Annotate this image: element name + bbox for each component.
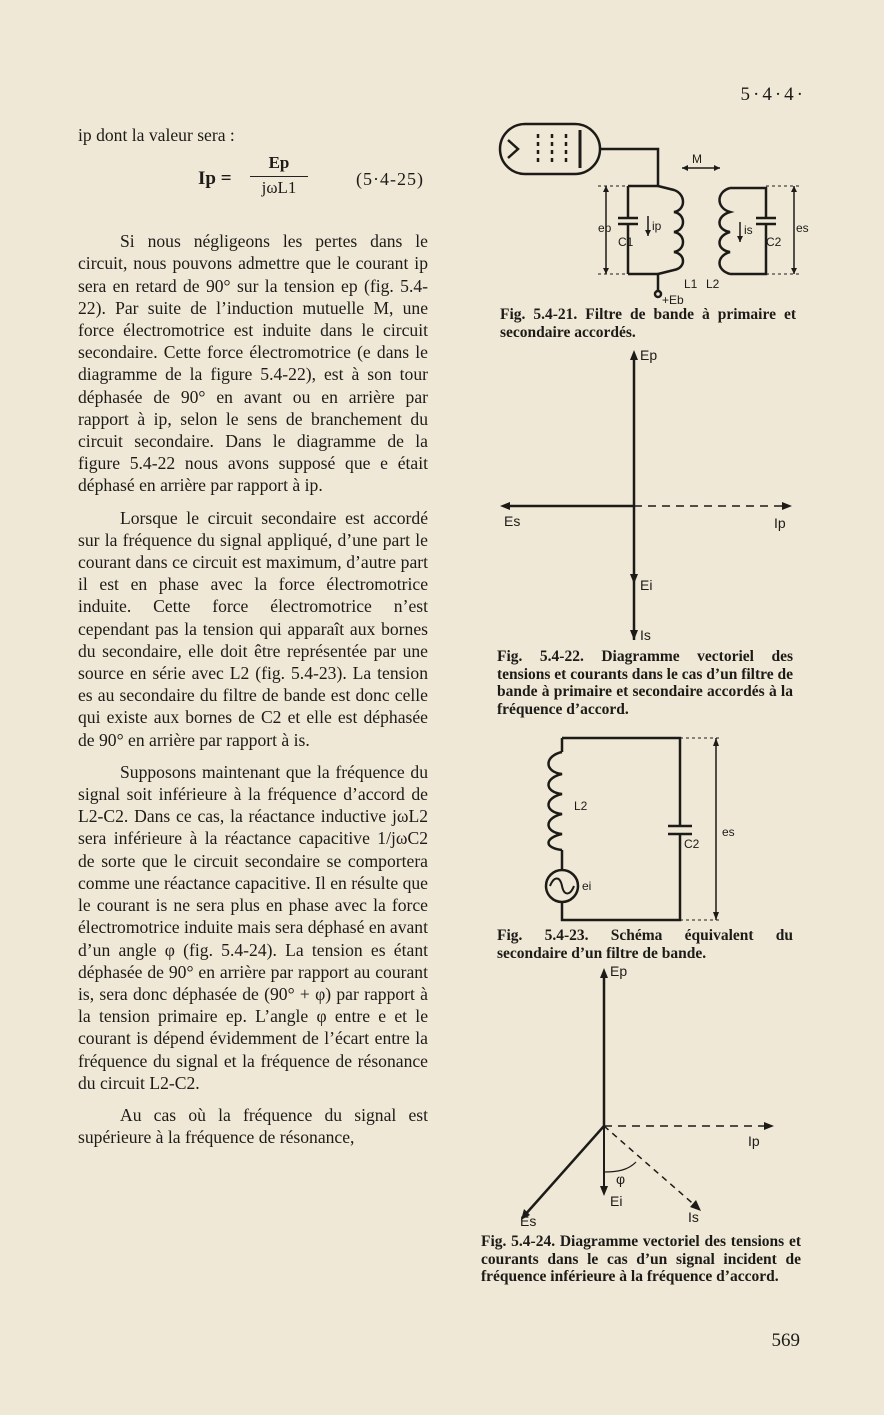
label-Ep: Ep [640, 347, 658, 363]
formula-number: (5·4-25) [356, 169, 424, 190]
formula-numerator: Ep [250, 152, 308, 177]
vector-ep-arrow [600, 968, 608, 978]
paragraph-4: Au cas où la fréquence du signal est supérieure à la fréquence de résonance, [78, 1104, 428, 1148]
vector-diagram-24 [494, 960, 804, 1230]
vacuum-tube-icon [500, 124, 600, 174]
label-l1: L1 [684, 277, 698, 291]
caption-fig-5-4-23: Fig. 5.4-23. Schéma équivalent du secondaire d’un filtre de bande. [497, 927, 793, 962]
label-ei: ei [582, 879, 592, 893]
caption-fig-5-4-24: Fig. 5.4-24. Diagramme vectoriel des tensions et courants dans le cas d’un signal incident de fréquence inférieure à la fréquence d’accord. [481, 1233, 801, 1285]
label-eb: +Eb [662, 293, 684, 307]
paragraph-1: Si nous négligeons les pertes dans le circuit, nous pouvons admettre que le courant ip sera en retard de 90° sur la tension ep (fig. 5.4-22). Par suite de l’induction mutuelle M, une force électromotrice est induite dans le circuit secondaire. Cette force électromotrice (e dans le diagramme de la figure 5.4-22), est à son tour déphasée de 90° en avant ou en arrière par rapport à ip, selon le sens de branchement du circuit secondaire. Dans le diagramme de la figure 5.4-22 nous avons supposé que e était déphasé en arrière par rapport à ip. [78, 231, 428, 496]
vector-es-arrow [500, 502, 510, 510]
label-ip: ip [652, 219, 662, 233]
paragraph-3: Supposons maintenant que la fréquence du signal soit inférieure à la fréquence d’accord de L2-C2. Dans ce cas, la réactance inductive jωL2 sera inférieure à la réactance capacitive 1/jωC2 de sorte que le circuit secondaire se comportera comme une réactance capacitive. Il en résulte que le courant is ne sera plus en phase avec la force électromotrice induite mais sera déphasé en avant d’un angle φ (fig. 5.4-24). La tension es étant déphasée de 90° en arrière par rapport au courant is, sera donc déphasée de (90° + φ) par rapport à la tension primaire ep. L’angle φ entre e et le courant is dépend évidemment de l’écart entre la fréquence du signal et la fréquence de résonance du circuit L2-C2. [78, 761, 428, 1093]
paragraph-2: Lorsque le circuit secondaire est accordé sur la fréquence du signal appliqué, d’une part le courant dans ce circuit est maximum, d’autre part il est en phase avec la force électromotrice induite. Cette force électromotrice n’est cependant pas la tension qui apparaît aux bornes du secondaire, elle doit être représentée par une source en série avec L2 (fig. 5.4-23). La tension es au secondaire du filtre de bande est donc celle qui existe aux bornes de C2 et elle est déphasée de 90° en arrière par rapport à is. [78, 507, 428, 750]
vector-ep-arrow [630, 350, 638, 360]
vector-ip-arrow [764, 1122, 774, 1130]
label-L2: L2 [574, 799, 588, 813]
label-Is: Is [688, 1209, 699, 1225]
formula-5-4-25 [78, 150, 428, 220]
coil-l1-icon [658, 186, 683, 274]
formula-fraction [250, 152, 308, 199]
formula-lhs: Ip = [198, 168, 232, 190]
vector-is-arrow [630, 630, 638, 640]
section-number: 5·4·4· [740, 84, 806, 105]
filter-circuit-diagram [494, 118, 814, 308]
label-es: es [796, 221, 809, 235]
label-Ip: Ip [748, 1133, 760, 1149]
label-phi: φ [616, 1171, 626, 1187]
figure-5-4-22 [494, 340, 804, 643]
label-Es: Es [504, 513, 521, 529]
vector-ip-arrow [782, 502, 792, 510]
label-is: is [744, 223, 753, 237]
label-es: es [722, 825, 735, 839]
label-Es: Es [520, 1213, 537, 1229]
vector-ei-arrow [600, 1186, 608, 1196]
coil-l2-icon [549, 752, 563, 850]
label-Is: Is [640, 627, 651, 643]
body-text-column [78, 124, 428, 1148]
equivalent-circuit-diagram [530, 730, 810, 930]
label-mutual-inductance: M [692, 152, 702, 166]
label-C2: C2 [684, 837, 700, 851]
vector-diagram-22 [494, 340, 804, 643]
label-Ip: Ip [774, 515, 786, 531]
figure-5-4-21 [494, 118, 814, 308]
coil-l2-icon [720, 188, 731, 274]
formula-denominator: jωL1 [261, 178, 297, 198]
figure-5-4-23 [530, 730, 810, 930]
figure-5-4-24 [494, 960, 804, 1230]
label-Ep: Ep [610, 963, 628, 979]
label-Ei: Ei [610, 1193, 623, 1209]
label-c1: C1 [618, 235, 634, 249]
label-c2: C2 [766, 235, 782, 249]
label-l2: L2 [706, 277, 720, 291]
vector-ei-arrow [630, 574, 638, 584]
label-Ei: Ei [640, 577, 653, 593]
paragraph-intro: ip dont la valeur sera : [78, 125, 235, 145]
page-number: 569 [771, 1330, 800, 1351]
caption-fig-5-4-22: Fig. 5.4-22. Diagramme vectoriel des tensions et courants dans le cas d’un filtre de bande à primaire et secondaire accordés à la fréquence d’accord. [497, 648, 793, 718]
caption-fig-5-4-21: Fig. 5.4-21. Filtre de bande à primaire et secondaire accordés. [500, 306, 796, 341]
label-ep: ep [598, 221, 612, 235]
